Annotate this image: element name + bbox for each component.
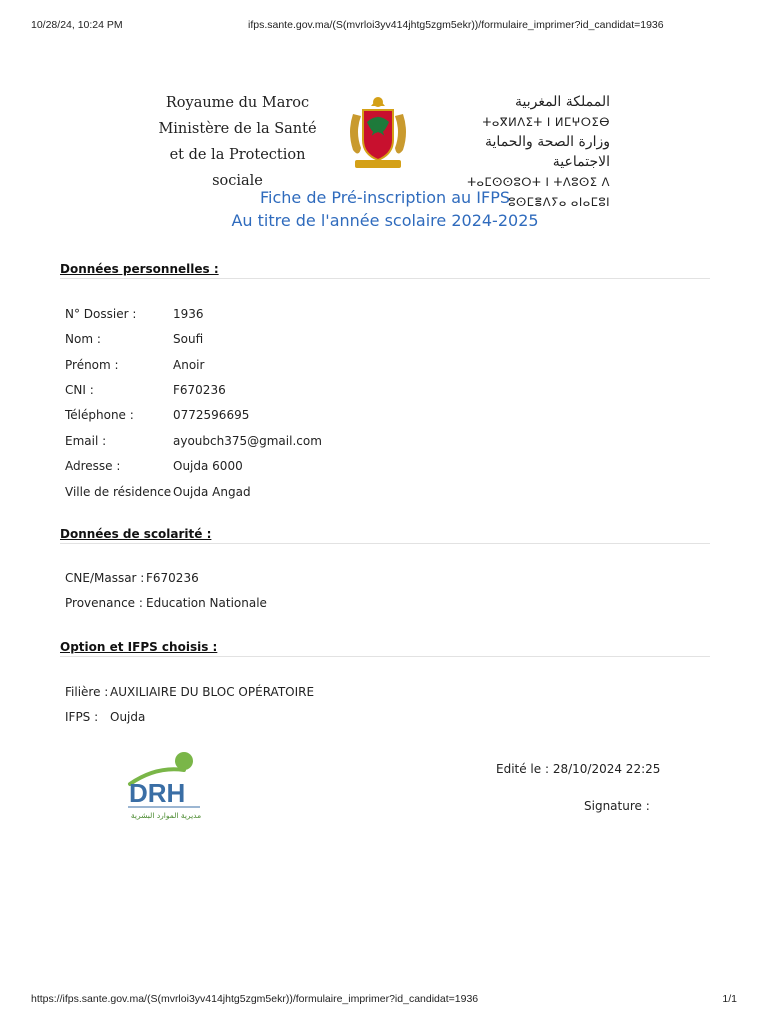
telephone-value: 0772596695 [173, 408, 250, 422]
email-label: Email : [65, 434, 107, 448]
section-divider [60, 656, 710, 657]
ministry-name-arabic: وزارة الصحة والحماية الاجتماعية [485, 134, 610, 170]
section-personal-title: Données personnelles : [60, 262, 219, 276]
email-value: ayoubch375@gmail.com [173, 434, 322, 448]
edit-date: Edité le : 28/10/2024 22:25 [496, 762, 661, 776]
ministry-name-cont: et de la Protection sociale [169, 147, 306, 189]
nom-value: Soufi [173, 332, 204, 346]
ifps-value: Oujda [110, 710, 146, 724]
kingdom-name: Royaume du Maroc [165, 95, 310, 111]
filiere-value: AUXILIAIRE DU BLOC OPÉRATOIRE [110, 685, 315, 699]
cni-value: F670236 [173, 383, 226, 397]
cne-label: CNE/Massar : [65, 571, 145, 585]
prenom-value: Anoir [173, 358, 205, 372]
signature-label: Signature : [584, 799, 650, 813]
letterhead-french [150, 90, 325, 194]
adresse-label: Adresse : [65, 459, 121, 473]
print-footer-url: https://ifps.sante.gov.ma/(S(mvrloi3yv414jhtg5zgm5ekr))/formulaire_imprimer?id_candidat=1936 [31, 993, 479, 1005]
drh-logo-text: DRH [129, 778, 186, 808]
title-line2: Au titre de l'année scolaire 2024-2025 [231, 211, 539, 230]
nom-label: Nom : [65, 332, 101, 346]
section-option-title: Option et IFPS choisis : [60, 640, 218, 654]
moroccan-coat-of-arms-icon [343, 92, 413, 172]
ministry-name: Ministère de la Santé [158, 121, 317, 137]
title-line1: Fiche de Pré-inscription au IFPS [259, 188, 511, 207]
print-url: ifps.sante.gov.ma/(S(mvrloi3yv414jhtg5zgm5ekr))/formulaire_imprimer?id_candidat=1936 [248, 19, 664, 31]
prenom-label: Prénom : [65, 358, 119, 372]
print-datetime: 10/28/24, 10:24 PM [31, 19, 123, 31]
kingdom-name-amazigh: ⵜⴰⴳⵍⴷⵉⵜ ⵏ ⵍⵎⵖⵔⵉⴱ [482, 115, 610, 129]
document-title [160, 186, 610, 232]
drh-logo-subtitle: مديرية الموارد البشرية [130, 811, 202, 820]
provenance-label: Provenance : [65, 596, 143, 610]
print-header [0, 19, 768, 33]
page-count: 1/1 [722, 993, 737, 1005]
section-divider [60, 543, 710, 544]
dossier-label: N° Dossier : [65, 307, 137, 321]
dossier-value: 1936 [173, 307, 204, 321]
print-footer [0, 993, 768, 1007]
section-schooling-title: Données de scolarité : [60, 527, 212, 541]
cni-label: CNI : [65, 383, 94, 397]
kingdom-name-arabic: المملكة المغربية [514, 94, 610, 110]
telephone-label: Téléphone : [65, 408, 134, 422]
adresse-value: Oujda 6000 [173, 459, 243, 473]
ville-value: Oujda Angad [173, 485, 251, 499]
filiere-label: Filière : [65, 685, 109, 699]
ifps-label: IFPS : [65, 710, 99, 724]
drh-logo-icon [126, 750, 206, 822]
section-divider [60, 278, 710, 279]
ville-label: Ville de résidence [65, 485, 172, 499]
provenance-value: Education Nationale [146, 596, 267, 610]
cne-value: F670236 [146, 571, 199, 585]
ministry-name-amazigh: ⵜⴰⵎⵙⵙⵓⵔⵜ ⵏ ⵜⴷⵓⵙⵉ ⴷ ⵓⵙⵎⴻⴷⵢⴰ ⴰⵏⴰⵎⵓⵏ [467, 175, 610, 209]
drh-logo [126, 750, 206, 822]
